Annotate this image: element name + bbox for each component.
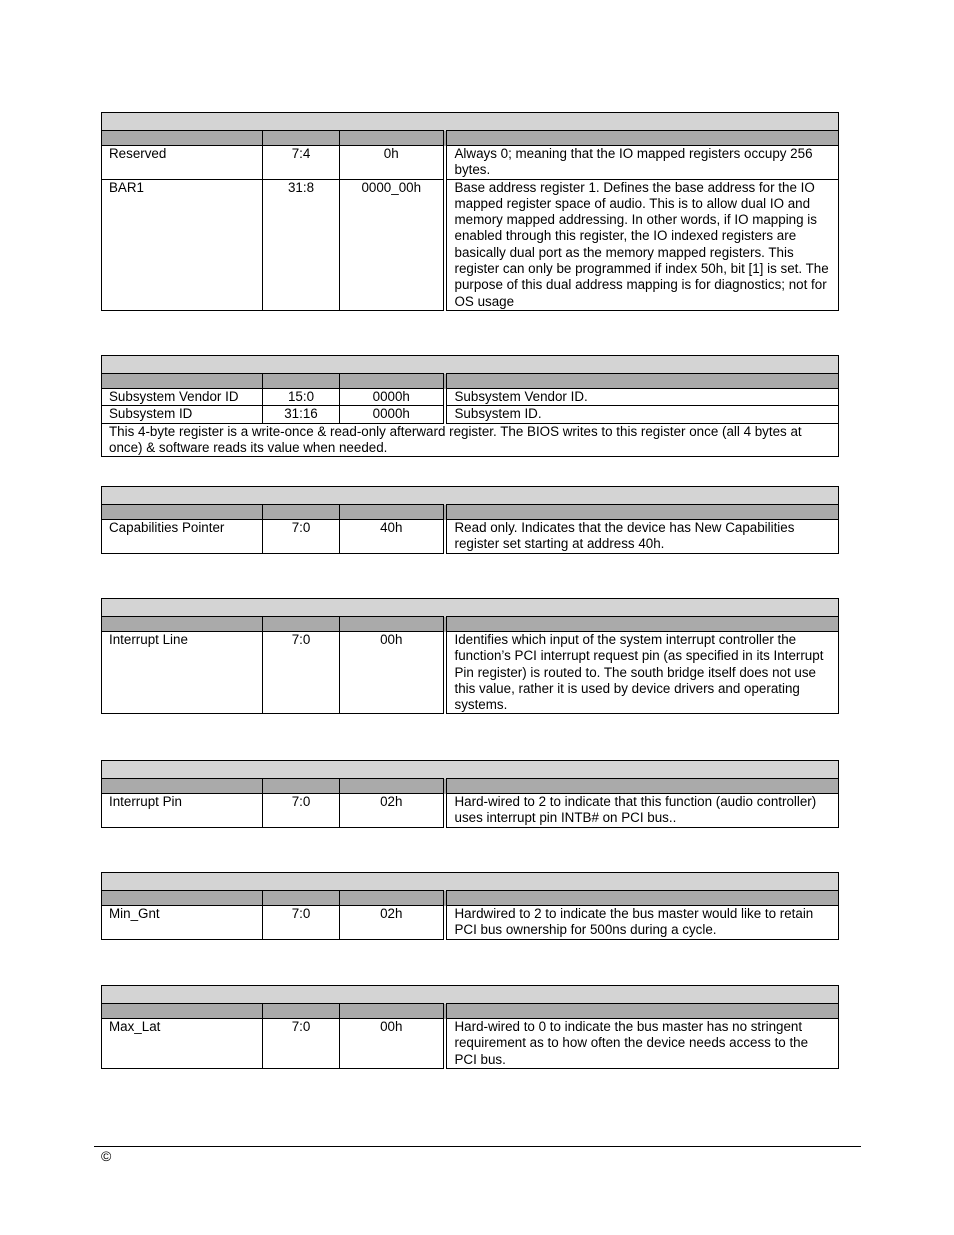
field-bits: 7:0 xyxy=(263,1019,340,1069)
register-table-max-lat xyxy=(101,985,839,1069)
field-bits: 31:16 xyxy=(263,406,340,423)
footer-divider xyxy=(94,1146,861,1147)
table-row xyxy=(102,406,839,423)
field-default: 02h xyxy=(340,794,445,828)
table-title-bar xyxy=(102,487,839,505)
field-default: 00h xyxy=(340,632,445,714)
table-row xyxy=(102,179,839,310)
table-header-row xyxy=(102,891,839,906)
table-title-bar xyxy=(102,356,839,374)
field-description: Base address register 1. Defines the base address for the IO mapped register space of audio. This is to allow dual IO and memory mapped addressing. In other words, if IO mapping is enabled through this register, the IO indexed registers are basically dual port as the memory mapped registers. This register can only be programmed if index 50h, bit [1] is set. The purpose of this dual address mapping is for diagnostics; not for OS usage xyxy=(445,179,839,310)
table-header-row xyxy=(102,374,839,389)
field-description: Identifies which input of the system interrupt controller the function’s PCI interrupt request pin (as specified in its Interrupt Pin register) is routed to. The south bridge itself does not use this value, rather it is used by device drivers and operating systems. xyxy=(445,632,839,714)
field-name: Capabilities Pointer xyxy=(102,520,263,554)
field-bits: 15:0 xyxy=(263,389,340,406)
field-name: Subsystem ID xyxy=(102,406,263,423)
field-default: 0000_00h xyxy=(340,179,445,310)
table-row xyxy=(102,520,839,554)
table-title-bar xyxy=(102,761,839,779)
field-default: 02h xyxy=(340,906,445,940)
field-default: 0000h xyxy=(340,389,445,406)
field-default: 00h xyxy=(340,1019,445,1069)
field-description: Subsystem ID. xyxy=(445,406,839,423)
field-bits: 7:0 xyxy=(263,632,340,714)
field-name: Interrupt Pin xyxy=(102,794,263,828)
table-title-bar xyxy=(102,873,839,891)
field-bits: 7:0 xyxy=(263,906,340,940)
table-header-row xyxy=(102,617,839,632)
field-description: Always 0; meaning that the IO mapped registers occupy 256 bytes. xyxy=(445,146,839,180)
table-header-row xyxy=(102,779,839,794)
table-row xyxy=(102,632,839,714)
field-description: Subsystem Vendor ID. xyxy=(445,389,839,406)
table-title-bar xyxy=(102,986,839,1004)
field-description: Hard-wired to 2 to indicate that this function (audio controller) uses interrupt pin INTB# on PCI bus.. xyxy=(445,794,839,828)
field-default: 0h xyxy=(340,146,445,180)
field-description: Hardwired to 2 to indicate the bus master would like to retain PCI bus ownership for 500ns during a cycle. xyxy=(445,906,839,940)
field-name: Min_Gnt xyxy=(102,906,263,940)
register-table-subsystem-id xyxy=(101,355,839,457)
field-description: Read only. Indicates that the device has New Capabilities register set starting at address 40h. xyxy=(445,520,839,554)
field-name: Reserved xyxy=(102,146,263,180)
field-bits: 7:4 xyxy=(263,146,340,180)
register-table-interrupt-line xyxy=(101,598,839,714)
table-row xyxy=(102,794,839,828)
table-title-bar xyxy=(102,113,839,131)
field-default: 40h xyxy=(340,520,445,554)
table-title-bar xyxy=(102,599,839,617)
register-table-io-base xyxy=(101,112,839,311)
table-note: This 4-byte register is a write-once & read-only afterward register. The BIOS writes to this register once (all 4 bytes at once) & software reads its value when needed. xyxy=(102,423,839,457)
table-row xyxy=(102,146,839,180)
table-row xyxy=(102,1019,839,1069)
table-note-row xyxy=(102,423,839,457)
field-description: Hard-wired to 0 to indicate the bus master has no stringent requirement as to how often the device needs access to the PCI bus. xyxy=(445,1019,839,1069)
table-header-row xyxy=(102,1004,839,1019)
footer-copyright: © xyxy=(101,1148,112,1164)
table-row xyxy=(102,389,839,406)
field-bits: 31:8 xyxy=(263,179,340,310)
field-default: 0000h xyxy=(340,406,445,423)
table-row xyxy=(102,906,839,940)
register-table-min-gnt xyxy=(101,872,839,940)
field-bits: 7:0 xyxy=(263,520,340,554)
field-name: BAR1 xyxy=(102,179,263,310)
table-header-row xyxy=(102,131,839,146)
register-table-interrupt-pin xyxy=(101,760,839,828)
field-name: Subsystem Vendor ID xyxy=(102,389,263,406)
register-table-capabilities-pointer xyxy=(101,486,839,554)
table-header-row xyxy=(102,505,839,520)
field-name: Max_Lat xyxy=(102,1019,263,1069)
field-name: Interrupt Line xyxy=(102,632,263,714)
field-bits: 7:0 xyxy=(263,794,340,828)
